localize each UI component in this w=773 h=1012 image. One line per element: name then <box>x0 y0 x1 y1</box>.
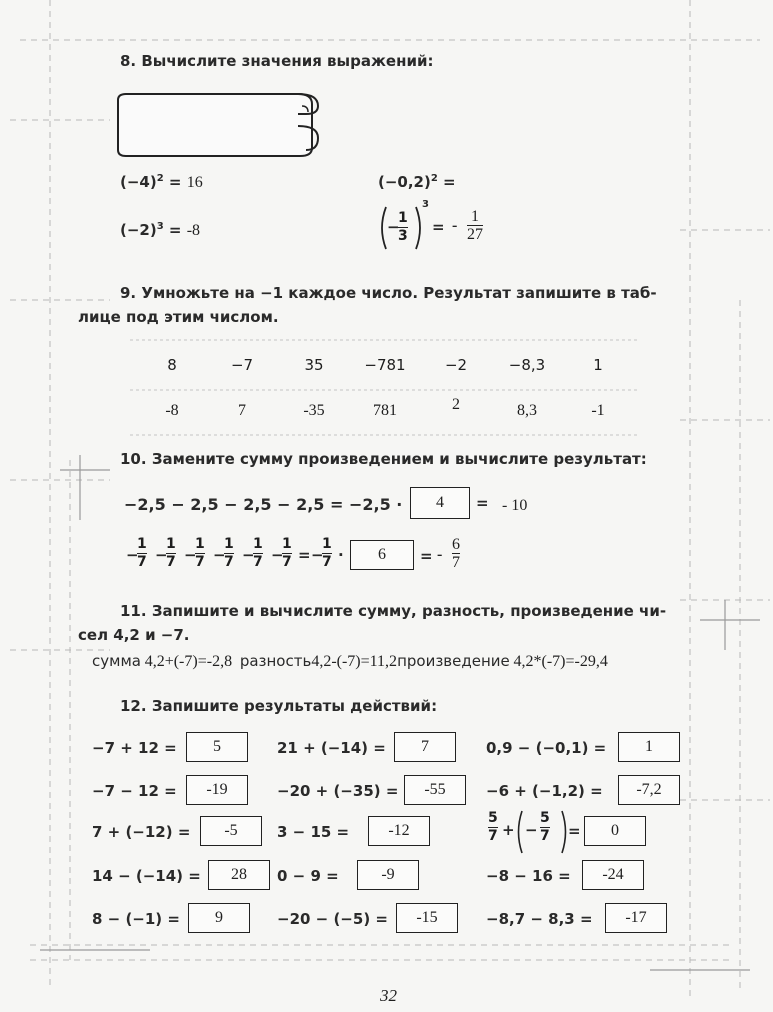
task9-number-cell: 8 <box>167 356 177 374</box>
task10-row1-eq: = <box>476 494 489 512</box>
task12-expression: −8 − 16 = <box>486 867 571 885</box>
task10-minus: − <box>155 546 168 564</box>
task8-title <box>120 52 433 70</box>
task12-expression: −6 + (−1,2) = <box>486 782 603 800</box>
task10-minus: − <box>271 546 284 564</box>
task12-expression: 14 − (−14) = <box>92 867 201 885</box>
task9-number-cell: −2 <box>444 356 468 374</box>
task12-expression: 3 − 15 = <box>277 823 350 841</box>
task8-ans4: 1 27 <box>467 208 483 243</box>
task9-line2: лице под этим числом. <box>78 308 279 326</box>
task10-fraction: 1 7 <box>137 536 147 570</box>
task10-title: 10. Замените сумму произведением и вычислите результат: <box>120 450 647 468</box>
task12-answer-box[interactable]: -12 <box>368 816 430 846</box>
sum-value: 4,2+(-7)=-2,8 <box>144 653 233 670</box>
task12-answer-box[interactable]: 9 <box>188 903 250 933</box>
task9-number-cell: −8,3 <box>508 356 546 374</box>
task12-answer-box[interactable]: -9 <box>357 860 419 890</box>
task12-expression: 7 + (−12) = <box>92 823 191 841</box>
task8-expr3: $(-2)^3 = -8$ <box>120 221 201 239</box>
task12-expression: −7 − 12 = <box>92 782 177 800</box>
task10-row2-eq: = <box>420 547 433 565</box>
task10-row2-eq-mid: = <box>298 546 311 564</box>
task9-number-cell: −781 <box>364 356 406 374</box>
diff-value: 4,2-(-7)=11,2 <box>311 653 398 670</box>
task9-number-cell: −7 <box>230 356 254 374</box>
scroll-banner-icon <box>112 92 324 158</box>
task12-answer-box[interactable]: -7,2 <box>618 775 680 805</box>
task12-answer-box[interactable]: 28 <box>208 860 270 890</box>
task10-fraction: 1 7 <box>224 536 234 570</box>
task10-minus: − <box>213 546 226 564</box>
prod-value: 4,2*(-7)=-29,4 <box>513 653 608 670</box>
task10-fraction: 1 7 <box>166 536 176 570</box>
task12-expression: 21 + (−14) = <box>277 739 386 757</box>
task12-expression: 0 − 9 = <box>277 867 339 885</box>
diff-label: разность <box>239 652 312 670</box>
task10-row1-expr: −2,5 − 2,5 − 2,5 − 2,5 = −2,5 · <box>124 495 403 514</box>
task12-expression: −8,7 − 8,3 = <box>486 910 593 928</box>
task12-answer-box[interactable]: -15 <box>396 903 458 933</box>
task8-eq4: = <box>432 218 445 236</box>
task12-expression: −20 − (−5) = <box>277 910 388 928</box>
task10-row2-ans: 6 7 <box>452 536 460 571</box>
task12-answer-box[interactable]: -55 <box>404 775 466 805</box>
task12-answer-box[interactable]: -19 <box>186 775 248 805</box>
task8-expr1: $(-4)^2 = 16$ <box>120 173 203 191</box>
task9-answer-cell[interactable]: -35 <box>303 402 325 419</box>
task9-number-cell: 1 <box>593 356 603 374</box>
task10-row1-ans: - 10 <box>502 497 528 514</box>
task10-fraction: 1 7 <box>282 536 292 570</box>
task10-minus: − <box>184 546 197 564</box>
sum-label: сумма <box>92 652 141 670</box>
task9-answer-cell[interactable]: 7 <box>238 402 246 419</box>
task10-row2-box[interactable]: 6 <box>350 540 414 570</box>
task12-expression: 0,9 − (−0,1) = <box>486 739 607 757</box>
task12-answer-box[interactable]: -17 <box>605 903 667 933</box>
task12-c3r3-expr: 5 7 + − 5 7 = <box>488 808 580 856</box>
task12-answer-box[interactable]: -24 <box>582 860 644 890</box>
task9-answer-cell[interactable]: 781 <box>373 402 397 419</box>
task8-expr2: $(-0,2)^2$ = <box>378 173 456 191</box>
task12-title: 12. Запишите результаты действий: <box>120 697 438 715</box>
task10-row1-box[interactable]: 4 <box>410 487 470 519</box>
task11-answers <box>92 652 608 671</box>
task12-answer-box[interactable]: 7 <box>394 732 456 762</box>
task8-text: Вычислите значения выражений: <box>141 52 434 70</box>
task8-ans3: -8 <box>186 222 201 239</box>
page-number: 32 <box>380 986 397 1005</box>
task12-expression: 8 − (−1) = <box>92 910 180 928</box>
task11-line2: сел 4,2 и −7. <box>78 626 190 644</box>
task10-dot: · <box>338 546 344 564</box>
task9-number-cell: 35 <box>304 356 324 374</box>
task10-row2-ans-sign: - <box>437 546 443 563</box>
prod-label: произведение <box>397 652 510 670</box>
task10-fraction: 1 7 <box>253 536 263 570</box>
task10-minus: − <box>126 546 139 564</box>
task8-ans4-sign: - <box>452 217 458 234</box>
task12-answer-box[interactable]: -5 <box>200 816 262 846</box>
task9-answer-cell[interactable]: -1 <box>591 402 605 419</box>
task10-fraction: 1 7 <box>195 536 205 570</box>
task9-answer-cell[interactable]: -8 <box>165 402 179 419</box>
task8-number: 8. <box>120 52 137 70</box>
task12-expression: −7 + 12 = <box>92 739 177 757</box>
task9-answer-cell[interactable]: 8,3 <box>517 402 537 419</box>
task10-minus: − <box>242 546 255 564</box>
task12-answer-box[interactable]: 0 <box>584 816 646 846</box>
task9-line1: 9. Умножьте на −1 каждое число. Результат запишите в таб- <box>120 284 657 302</box>
task9-answer-cell[interactable]: 2 <box>452 396 460 413</box>
task12-answer-box[interactable]: 5 <box>186 732 248 762</box>
task10-minus: − <box>311 546 324 564</box>
task8-expr4: − 1 3 3 <box>376 203 426 253</box>
task8-ans1: 16 <box>186 174 203 191</box>
task10-fraction: 1 7 <box>322 536 332 570</box>
task11-line1: 11. Запишите и вычислите сумму, разность, произведение чи- <box>120 602 667 620</box>
task12-expression: −20 + (−35) = <box>277 782 399 800</box>
task12-answer-box[interactable]: 1 <box>618 732 680 762</box>
